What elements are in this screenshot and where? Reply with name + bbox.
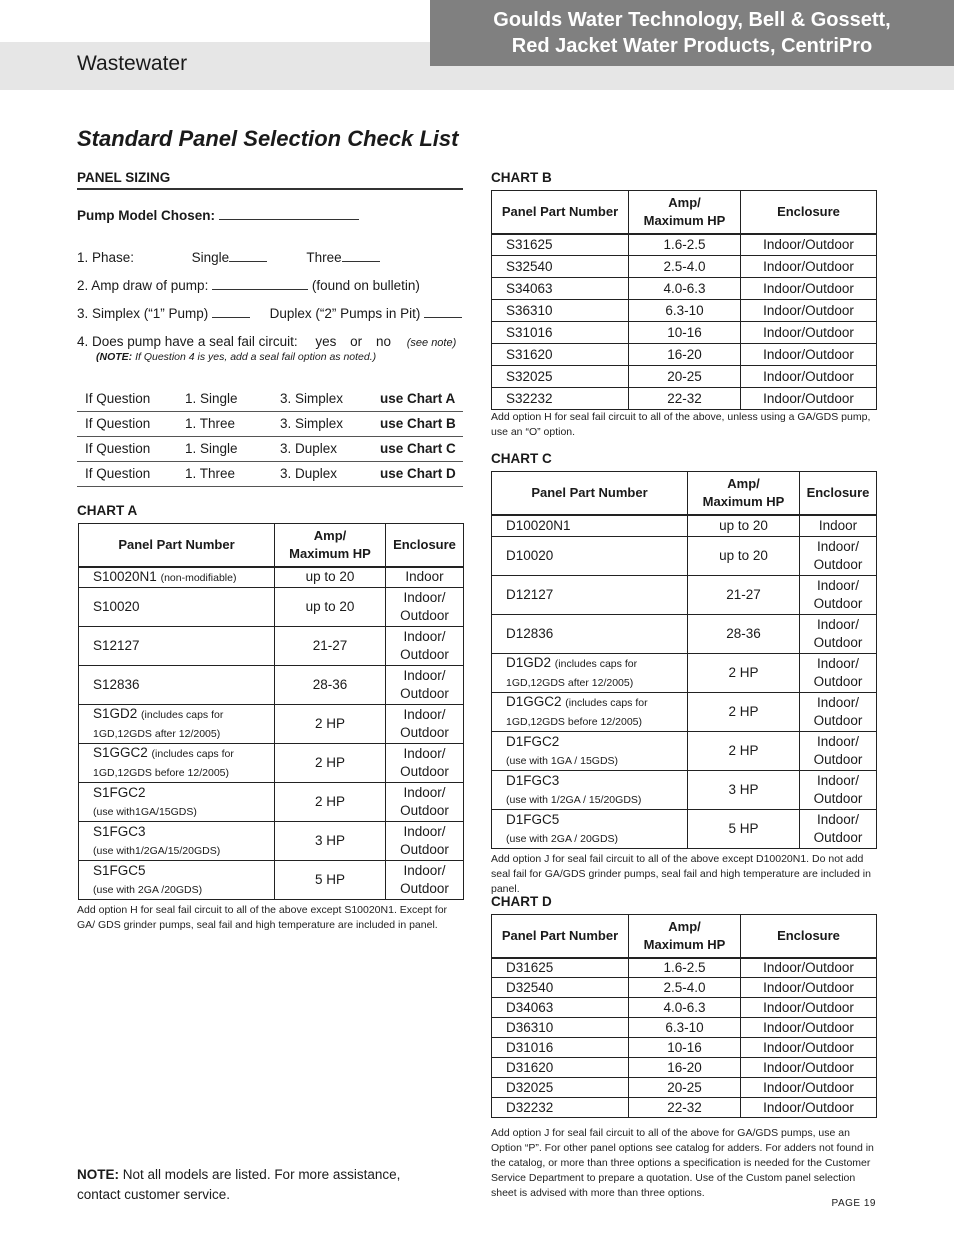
part-number: D31625 <box>492 958 629 978</box>
part-number-cell <box>79 861 275 900</box>
part-number: S32232 <box>492 388 629 410</box>
table-row <box>492 771 877 810</box>
part-number: D31620 <box>492 1058 629 1078</box>
brand-line-2: Red Jacket Water Products, CentriPro <box>511 35 873 57</box>
amp-cell: 3 HP <box>275 822 386 861</box>
table-row <box>492 388 877 410</box>
enclosure-cell: Indoor/ Outdoor <box>386 705 464 744</box>
question-seal-fail: 4. Does pump have a seal fail circuit: yes or no (see note) <box>77 334 457 349</box>
amp-cell: 3 HP <box>688 771 800 810</box>
amp-cell: 4.0-6.3 <box>629 998 741 1018</box>
part-number: S31625 <box>492 234 629 256</box>
amp-cell: 28-36 <box>275 666 386 705</box>
chart-d-note: Add option J for seal fail circuit to all of the above for GA/GDS pumps, use an Option “P”. For other panel options see catalog for adders. For adders not found in the catalog, or more than three options a specification is needed for the Customer Service Department to prepare a quotation. Use of the Custom panel selection sheet is advised with more than three options. <box>491 1127 874 1199</box>
part-number-cell <box>79 666 275 705</box>
table-row <box>492 322 877 344</box>
rule-if: If Question <box>77 461 177 486</box>
part-number-cell <box>492 654 688 693</box>
enclosure-cell: Indoor <box>800 515 877 537</box>
table-row <box>492 515 877 537</box>
amp-cell: 16-20 <box>629 344 741 366</box>
table-row <box>492 576 877 615</box>
amp-cell: 16-20 <box>629 1058 741 1078</box>
amp-cell: up to 20 <box>688 537 800 576</box>
table-row <box>492 300 877 322</box>
part-number: D1FGC5 <box>506 811 560 827</box>
part-note: (includes caps for <box>141 709 224 721</box>
chart-d-table <box>491 914 877 1118</box>
rule-row <box>77 461 463 486</box>
chart-a-heading: CHART A <box>77 503 138 518</box>
enclosure-cell: Indoor/ Outdoor <box>800 732 877 771</box>
enclosure-cell: Indoor/ Outdoor <box>386 627 464 666</box>
amp-cell: 10-16 <box>629 1038 741 1058</box>
rule-type: 3. Simplex <box>272 411 372 436</box>
rule-if: If Question <box>77 436 177 461</box>
seal-fail-note: (NOTE: If Question 4 is yes, add a seal fail option as noted.) <box>96 351 377 363</box>
enclosure-cell: Indoor/Outdoor <box>741 278 877 300</box>
part-number-cell <box>79 705 275 744</box>
part-number-cell <box>79 783 275 822</box>
rule-phase: 1. Three <box>177 461 272 486</box>
table-row <box>492 1078 877 1098</box>
enclosure-cell: Indoor/ Outdoor <box>800 771 877 810</box>
rule-type: 3. Simplex <box>272 386 372 411</box>
part-number: S1FGC3 <box>93 823 146 839</box>
table-row <box>492 615 877 654</box>
header-part-number: Panel Part Number <box>79 524 275 567</box>
enclosure-cell: Indoor/ Outdoor <box>800 654 877 693</box>
part-note-2: 1GD,12GDS after 12/2005) <box>93 728 221 740</box>
table-row <box>492 1038 877 1058</box>
rule-type: 3. Duplex <box>272 436 372 461</box>
amp-cell: 20-25 <box>629 1078 741 1098</box>
amp-cell: up to 20 <box>275 567 386 588</box>
part-note-2: (use with1/2GA/15/20GDS) <box>93 844 221 857</box>
amp-cell: 5 HP <box>688 810 800 849</box>
table-row <box>492 234 877 256</box>
part-number-cell <box>79 627 275 666</box>
chart-b-table <box>491 190 877 410</box>
amp-cell: 28-36 <box>688 615 800 654</box>
table-row <box>492 654 877 693</box>
header-enclosure: Enclosure <box>741 191 877 234</box>
amp-cell: 21-27 <box>688 576 800 615</box>
enclosure-cell: Indoor/ Outdoor <box>386 822 464 861</box>
part-note-2: 1GD,12GDS after 12/2005) <box>506 677 634 689</box>
table-row <box>79 861 464 900</box>
header-enclosure: Enclosure <box>741 915 877 958</box>
enclosure-cell: Indoor/ Outdoor <box>800 693 877 732</box>
header-amp: Amp/ Maximum HP <box>629 191 741 234</box>
table-row <box>492 1018 877 1038</box>
amp-cell: up to 20 <box>688 515 800 537</box>
part-number: S31620 <box>492 344 629 366</box>
part-number: S12836 <box>93 677 140 692</box>
enclosure-cell: Indoor <box>386 567 464 588</box>
rule-chart: use Chart D <box>372 461 463 486</box>
amp-cell: 4.0-6.3 <box>629 278 741 300</box>
part-number: S34063 <box>492 278 629 300</box>
header-amp: Amp/ Maximum HP <box>688 472 800 515</box>
part-number: S10020 <box>93 599 140 614</box>
part-number: S12127 <box>93 638 140 653</box>
part-note: (includes caps for <box>151 748 234 760</box>
table-row <box>492 366 877 388</box>
chart-selection-rules <box>77 386 463 487</box>
amp-cell: 6.3-10 <box>629 1018 741 1038</box>
part-note-2: 1GD,12GDS before 12/2005) <box>506 716 642 728</box>
table-row <box>79 567 464 588</box>
part-number: D32232 <box>492 1098 629 1118</box>
enclosure-cell: Indoor/Outdoor <box>741 978 877 998</box>
table-row <box>79 588 464 627</box>
table-row <box>492 978 877 998</box>
part-number: S1GD2 <box>93 706 138 721</box>
part-number: S1FGC5 <box>93 862 146 878</box>
enclosure-cell: Indoor/ Outdoor <box>386 744 464 783</box>
amp-cell: 2 HP <box>688 654 800 693</box>
part-number: S32025 <box>492 366 629 388</box>
brand-line-1: Goulds Water Technology, Bell & Gossett, <box>493 9 891 31</box>
part-number-cell <box>492 732 688 771</box>
amp-cell: 2 HP <box>275 705 386 744</box>
part-number-cell <box>79 588 275 627</box>
amp-cell: up to 20 <box>275 588 386 627</box>
part-number-cell <box>492 615 688 654</box>
enclosure-cell: Indoor/ Outdoor <box>800 810 877 849</box>
chart-b-heading: CHART B <box>491 170 552 185</box>
footer-note: NOTE: Not all models are listed. For more assistance, <box>77 1167 401 1182</box>
header-enclosure: Enclosure <box>386 524 464 567</box>
header-enclosure: Enclosure <box>800 472 877 515</box>
table-row <box>492 958 877 978</box>
header-amp: Amp/ Maximum HP <box>275 524 386 567</box>
rule-if: If Question <box>77 411 177 436</box>
part-number-cell <box>79 822 275 861</box>
enclosure-cell: Indoor/Outdoor <box>741 1018 877 1038</box>
amp-cell: 2.5-4.0 <box>629 978 741 998</box>
table-row <box>492 732 877 771</box>
part-number: D1FGC3 <box>506 772 560 788</box>
amp-cell: 2 HP <box>688 732 800 771</box>
enclosure-cell: Indoor/ Outdoor <box>800 537 877 576</box>
amp-cell: 22-32 <box>629 388 741 410</box>
amp-cell: 2 HP <box>688 693 800 732</box>
brand-box <box>430 0 954 66</box>
rule-type: 3. Duplex <box>272 461 372 486</box>
amp-cell: 2 HP <box>275 783 386 822</box>
enclosure-cell: Indoor/Outdoor <box>741 234 877 256</box>
part-note-2: (use with 2GA /20GDS) <box>93 883 203 896</box>
rule-row <box>77 411 463 436</box>
pump-model-label: Pump Model Chosen: <box>77 208 359 223</box>
panel-sizing-heading: PANEL SIZING <box>77 170 171 185</box>
part-number: S31016 <box>492 322 629 344</box>
part-number-cell <box>492 693 688 732</box>
enclosure-cell: Indoor/ Outdoor <box>386 666 464 705</box>
enclosure-cell: Indoor/Outdoor <box>741 256 877 278</box>
part-number: S10020N1 <box>93 568 157 584</box>
part-number: D1GGC2 <box>506 694 562 709</box>
header-part-number: Panel Part Number <box>492 191 629 234</box>
chart-c-table <box>491 471 877 849</box>
part-note-2: (use with1GA/15GDS) <box>93 805 197 818</box>
chart-d-heading: CHART D <box>491 894 552 909</box>
footer-note-line2: contact customer service. <box>77 1187 231 1202</box>
part-number: D32025 <box>492 1078 629 1098</box>
enclosure-cell: Indoor/Outdoor <box>741 1058 877 1078</box>
table-row <box>79 744 464 783</box>
part-number: S32540 <box>492 256 629 278</box>
table-row <box>492 1098 877 1118</box>
part-note-2: (use with 1/2GA / 15/20GDS) <box>506 793 642 806</box>
chart-a-table <box>78 523 464 900</box>
table-row <box>79 627 464 666</box>
chart-c-heading: CHART C <box>491 451 552 466</box>
table-row <box>492 256 877 278</box>
rule-row <box>77 386 463 411</box>
rule-phase: 1. Single <box>177 386 272 411</box>
amp-cell: 21-27 <box>275 627 386 666</box>
amp-cell: 20-25 <box>629 366 741 388</box>
enclosure-cell: Indoor/Outdoor <box>741 300 877 322</box>
part-number-cell <box>79 567 275 588</box>
enclosure-cell: Indoor/Outdoor <box>741 1038 877 1058</box>
enclosure-cell: Indoor/Outdoor <box>741 1098 877 1118</box>
table-row <box>492 810 877 849</box>
table-row <box>79 822 464 861</box>
table-row <box>492 344 877 366</box>
part-number: D31016 <box>492 1038 629 1058</box>
part-note-2: (use with 1GA / 15GDS) <box>506 754 619 767</box>
part-number: D12836 <box>506 626 554 641</box>
rule-phase: 1. Three <box>177 411 272 436</box>
part-note-2: (use with 2GA / 20GDS) <box>506 832 619 845</box>
part-note: (non-modifiable) <box>160 571 237 584</box>
chart-a-note: Add option H for seal fail circuit to all of the above except S10020N1. Except for GA/ GDS grinder pumps, seal fail and high temperature are included in panel. <box>77 904 448 931</box>
table-row <box>492 537 877 576</box>
rule-row <box>77 436 463 461</box>
table-row <box>79 666 464 705</box>
chart-b-note: Add option H for seal fail circuit to all of the above, unless using a GA/GDS pump, use an “O” option. <box>491 411 871 438</box>
part-note-2: 1GD,12GDS before 12/2005) <box>93 767 229 779</box>
enclosure-cell: Indoor/ Outdoor <box>800 576 877 615</box>
part-number: S1GGC2 <box>93 745 148 760</box>
rule-phase: 1. Single <box>177 436 272 461</box>
amp-cell: 10-16 <box>629 322 741 344</box>
part-number: D10020 <box>506 548 554 563</box>
part-number: D32540 <box>492 978 629 998</box>
enclosure-cell: Indoor/ Outdoor <box>386 861 464 900</box>
enclosure-cell: Indoor/Outdoor <box>741 958 877 978</box>
table-row <box>492 278 877 300</box>
table-row <box>79 783 464 822</box>
part-number: D1FGC2 <box>506 733 560 749</box>
enclosure-cell: Indoor/ Outdoor <box>800 615 877 654</box>
part-number: D12127 <box>506 587 554 602</box>
part-number-cell <box>492 810 688 849</box>
rule-chart: use Chart C <box>372 436 463 461</box>
table-row <box>492 998 877 1018</box>
enclosure-cell: Indoor/Outdoor <box>741 1078 877 1098</box>
amp-cell: 1.6-2.5 <box>629 234 741 256</box>
enclosure-cell: Indoor/Outdoor <box>741 388 877 410</box>
table-row <box>492 1058 877 1078</box>
amp-cell: 2.5-4.0 <box>629 256 741 278</box>
part-number: D34063 <box>492 998 629 1018</box>
rule-chart: use Chart B <box>372 411 463 436</box>
part-number-cell <box>492 576 688 615</box>
amp-cell: 22-32 <box>629 1098 741 1118</box>
header-part-number: Panel Part Number <box>492 472 688 515</box>
enclosure-cell: Indoor/Outdoor <box>741 998 877 1018</box>
part-number: S1FGC2 <box>93 784 146 800</box>
question-phase: 1. Phase: Single Three <box>77 250 380 265</box>
page-number: PAGE 19 <box>831 1198 876 1209</box>
section-title: Wastewater <box>77 52 188 75</box>
enclosure-cell: Indoor/ Outdoor <box>386 783 464 822</box>
rule-if: If Question <box>77 386 177 411</box>
amp-cell: 6.3-10 <box>629 300 741 322</box>
question-amp-draw: 2. Amp draw of pump: (found on bulletin) <box>77 278 420 293</box>
rule-chart: use Chart A <box>372 386 463 411</box>
page-title: Standard Panel Selection Check List <box>77 126 459 151</box>
heading-rule <box>77 188 463 190</box>
part-number: S36310 <box>492 300 629 322</box>
part-note: (includes caps for <box>554 658 638 670</box>
part-number: D36310 <box>492 1018 629 1038</box>
part-note: (includes caps for <box>565 697 648 709</box>
header-part-number: Panel Part Number <box>492 915 629 958</box>
part-number-cell <box>492 771 688 810</box>
chart-c-note: Add option J for seal fail circuit to all of the above except D10020N1. Do not add seal fail for GA/GDS grinder pumps, seal fail and high temperature are included in panel. <box>491 853 871 895</box>
amp-cell: 2 HP <box>275 744 386 783</box>
question-simplex-duplex: 3. Simplex (“1” Pump) Duplex (“2” Pumps in Pit) <box>77 306 462 321</box>
enclosure-cell: Indoor/Outdoor <box>741 344 877 366</box>
part-number-cell <box>79 744 275 783</box>
part-number: D10020N1 <box>506 517 571 533</box>
enclosure-cell: Indoor/ Outdoor <box>386 588 464 627</box>
table-row <box>492 693 877 732</box>
enclosure-cell: Indoor/Outdoor <box>741 322 877 344</box>
amp-cell: 5 HP <box>275 861 386 900</box>
enclosure-cell: Indoor/Outdoor <box>741 366 877 388</box>
amp-cell: 1.6-2.5 <box>629 958 741 978</box>
part-number: D1GD2 <box>506 655 552 670</box>
header-amp: Amp/ Maximum HP <box>629 915 741 958</box>
table-row <box>79 705 464 744</box>
part-number-cell <box>492 515 688 537</box>
part-number-cell <box>492 537 688 576</box>
